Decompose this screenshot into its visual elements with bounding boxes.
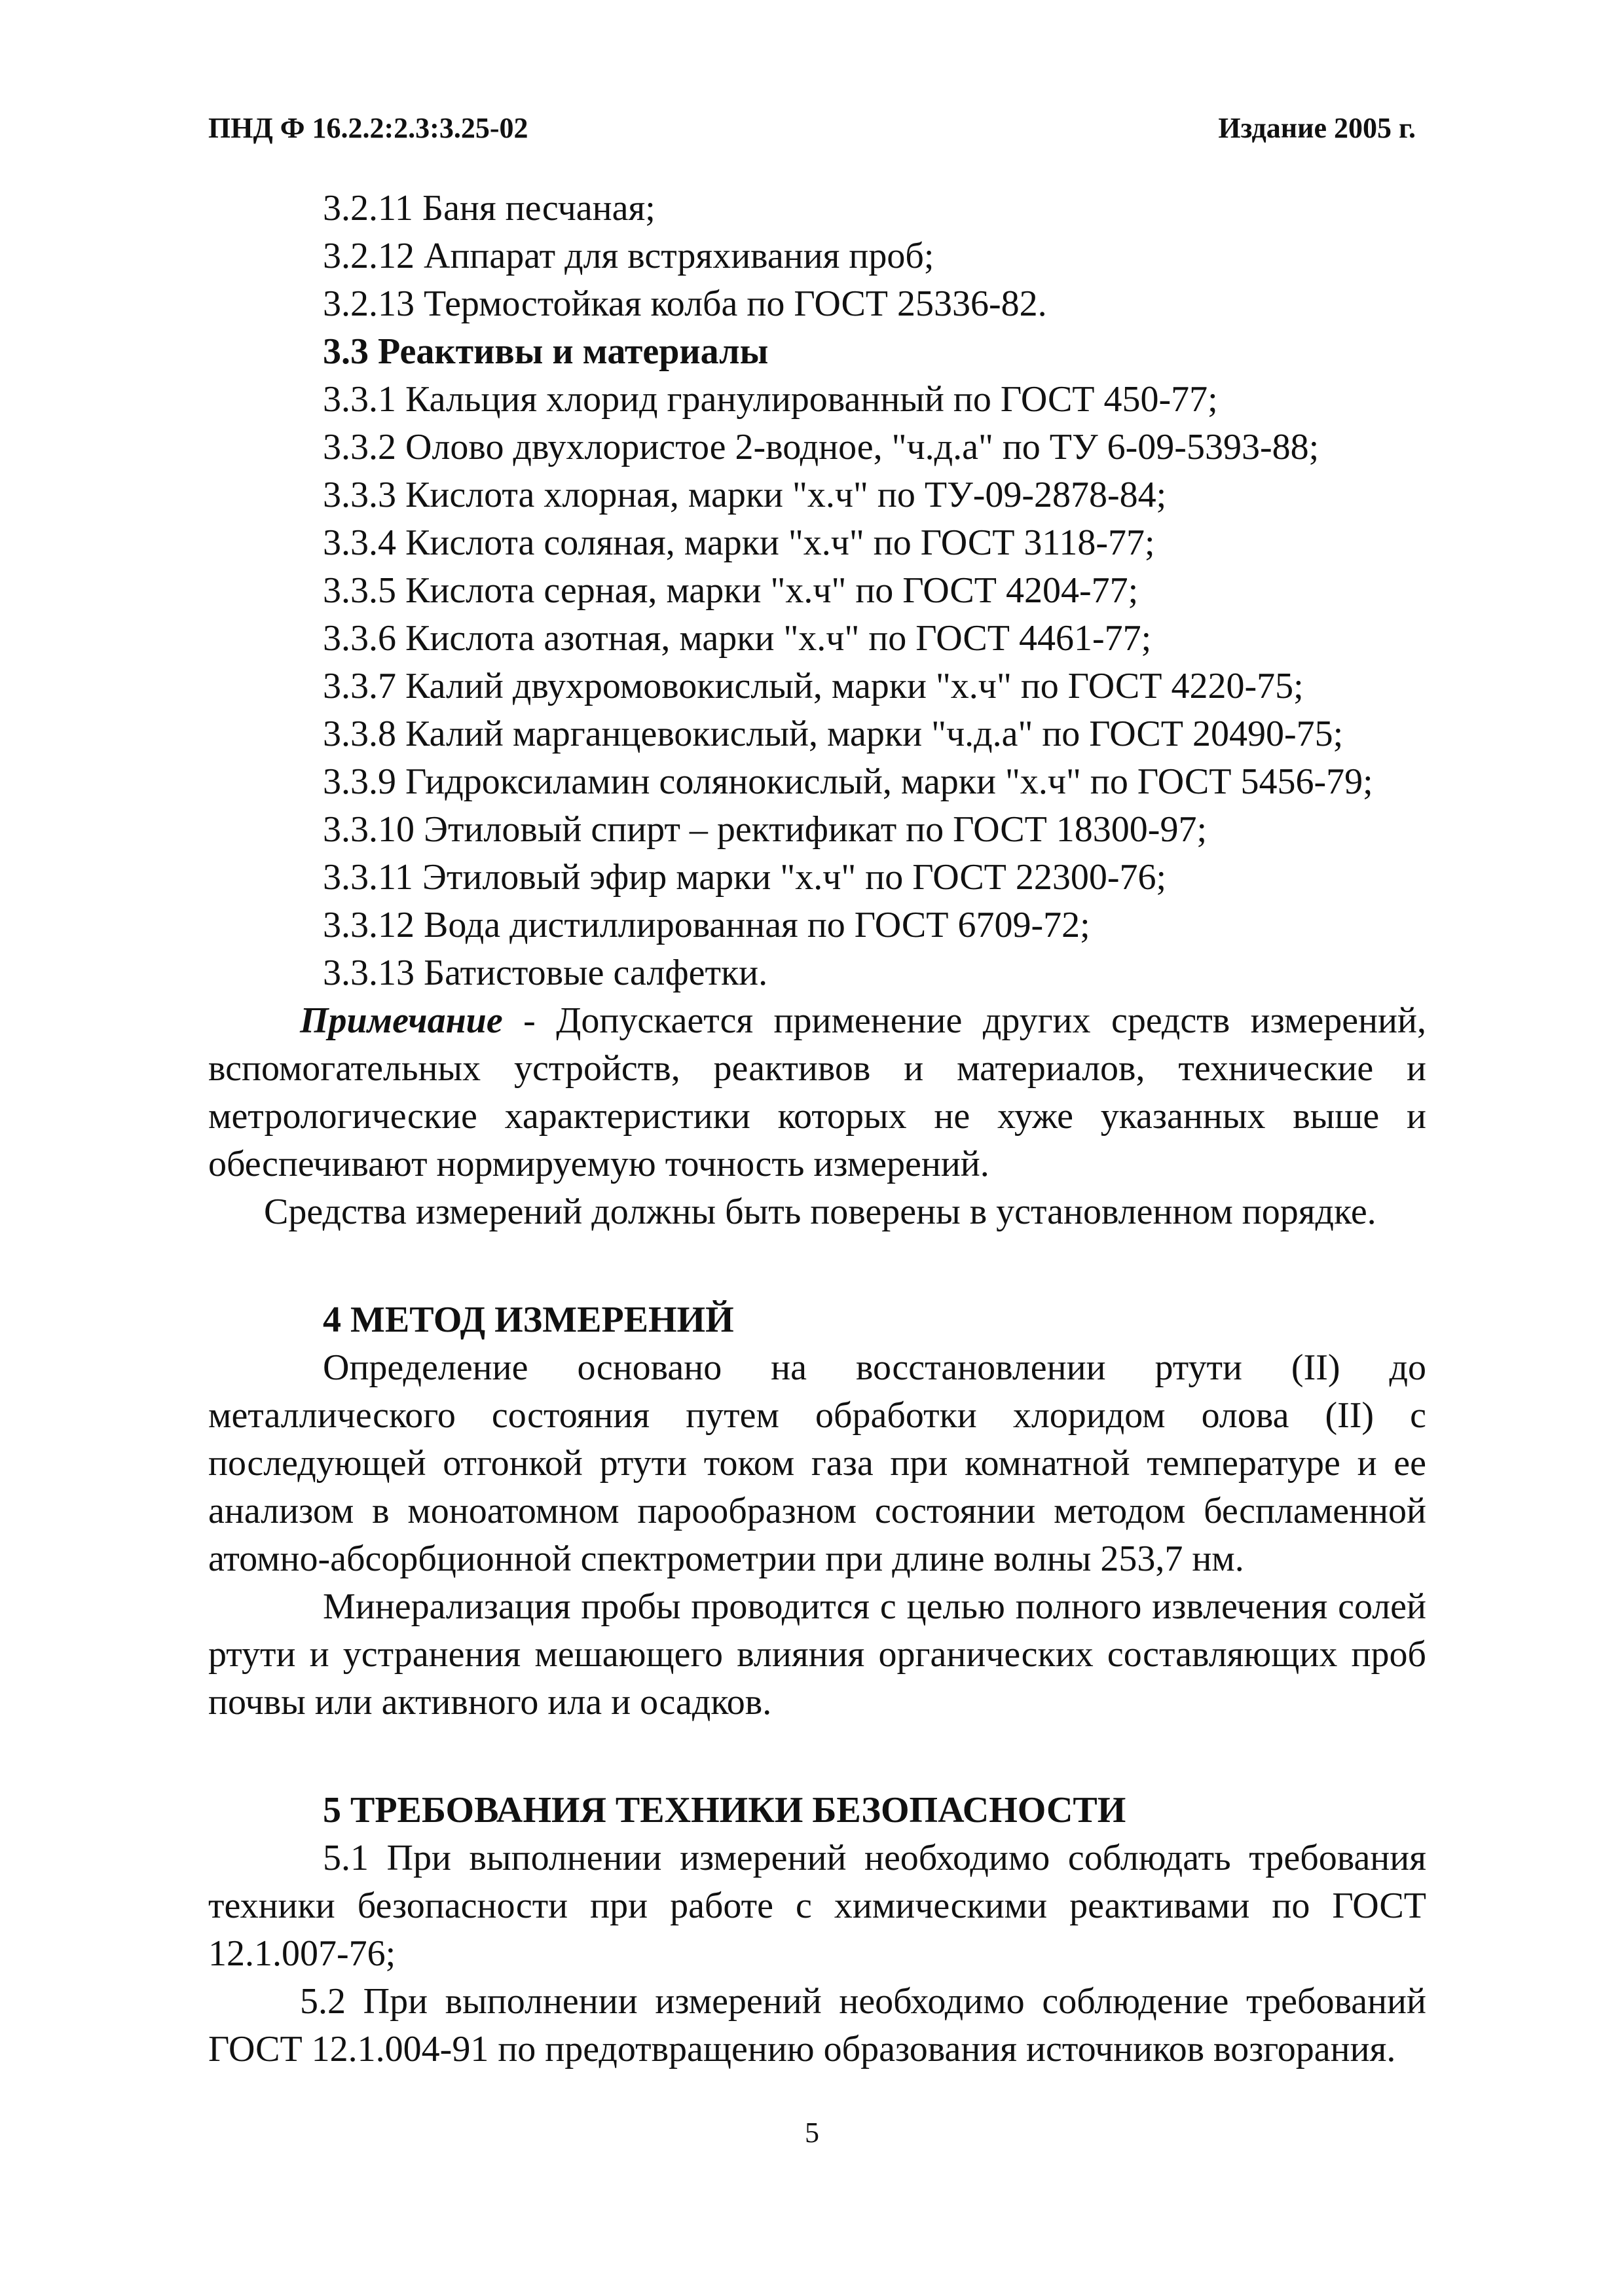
note-paragraph xyxy=(208,997,1426,1188)
reagent-item: 3.3.12 Вода дистиллированная по ГОСТ 6709-72; xyxy=(323,905,1090,945)
section-4-paragraph: Определение основано на восстановлении ртути (II) до металлического состояния путем обработки хлоридом олова (II) с последующей отгонкой ртути током газа при комнатной температуре и ее анализом в моноатомном парообразном состоянии методом беспламенной атомно-абсорбционной спектрометрии при длине волны 253,7 нм. xyxy=(208,1347,1426,1579)
reagent-item: 3.3.4 Кислота соляная, марки "х.ч" по ГОСТ 3118-77; xyxy=(323,522,1155,563)
reagent-item: 3.3.5 Кислота серная, марки "х.ч" по ГОСТ 4204-77; xyxy=(323,570,1139,611)
reagents-heading: 3.3 Реактивы и материалы xyxy=(323,331,769,372)
verification-note: Средства измерений должны быть поверены в установленном порядке. xyxy=(264,1192,1376,1232)
reagent-item: 3.3.6 Кислота азотная, марки "х.ч" по ГОСТ 4461-77; xyxy=(323,618,1152,659)
note-label: Примечание xyxy=(300,1000,503,1041)
section-4-heading: 4 МЕТОД ИЗМЕРЕНИЙ xyxy=(323,1300,734,1340)
page-header xyxy=(208,111,1416,151)
edition-label: Издание 2005 г. xyxy=(1218,112,1416,144)
document-code: ПНД Ф 16.2.2:2.3:3.25-02 xyxy=(208,112,528,144)
section-5-paragraph: 5.2 При выполнении измерений необходимо соблюдение требований ГОСТ 12.1.004-91 по предотвращению образования источников возгорания. xyxy=(208,1981,1426,2069)
equipment-item: 3.2.12 Аппарат для встряхивания проб; xyxy=(323,236,934,276)
reagent-item: 3.3.8 Калий марганцевокислый, марки "ч.д.а" по ГОСТ 20490-75; xyxy=(323,714,1344,754)
equipment-item: 3.2.13 Термостойкая колба по ГОСТ 25336-82. xyxy=(323,283,1047,324)
reagent-item: 3.3.11 Этиловый эфир марки "х.ч" по ГОСТ 22300-76; xyxy=(323,857,1167,898)
equipment-item: 3.2.11 Баня песчаная; xyxy=(323,188,655,228)
page-content xyxy=(208,185,1426,2073)
reagent-item: 3.3.10 Этиловый спирт – ректификат по ГОСТ 18300-97; xyxy=(323,809,1208,850)
section-5-paragraph: 5.1 При выполнении измерений необходимо соблюдать требования техники безопасности при работе с химическими реактивами по ГОСТ 12.1.007-76; xyxy=(208,1838,1426,1974)
section-5-heading: 5 ТРЕБОВАНИЯ ТЕХНИКИ БЕЗОПАСНОСТИ xyxy=(323,1790,1126,1831)
page-number: 5 xyxy=(805,2117,819,2149)
reagent-item: 3.3.7 Калий двухромовокислый, марки "х.ч" по ГОСТ 4220-75; xyxy=(323,666,1304,706)
reagent-item: 3.3.13 Батистовые салфетки. xyxy=(323,953,768,993)
section-4-paragraph: Минерализация пробы проводится с целью полного извлечения солей ртути и устранения мешающего влияния органических составляющих проб почвы или активного ила и осадков. xyxy=(208,1586,1426,1722)
note-text: - Допускается применение других средств измерений, вспомогательных устройств, реактивов и материалов, технические и метрологические характеристики которых не хуже указанных выше и обеспечивают нормируемую точность измерений. xyxy=(208,1000,1426,1184)
reagent-item: 3.3.1 Кальция хлорид гранулированный по ГОСТ 450-77; xyxy=(323,379,1218,420)
reagent-item: 3.3.2 Олово двухлористое 2-водное, "ч.д.а" по ТУ 6-09-5393-88; xyxy=(323,427,1320,467)
reagent-item: 3.3.3 Кислота хлорная, марки "х.ч" по ТУ-09-2878-84; xyxy=(323,475,1167,515)
reagent-item: 3.3.9 Гидроксиламин солянокислый, марки "х.ч" по ГОСТ 5456-79; xyxy=(323,761,1373,802)
